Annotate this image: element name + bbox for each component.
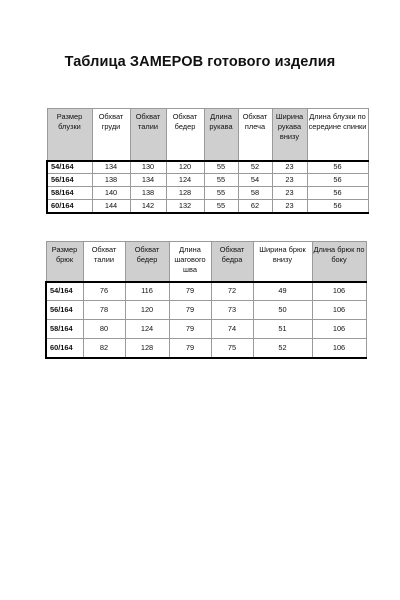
table-cell: 142: [130, 200, 166, 213]
table-cell: 128: [166, 187, 204, 200]
table-cell: 79: [169, 339, 211, 358]
table-cell: 120: [166, 161, 204, 174]
table-cell: 75: [211, 339, 253, 358]
header-sleeve-width: Ширина рукава внизу: [272, 109, 307, 161]
header-leg-width: Ширина брюк внизу: [253, 242, 312, 282]
table-cell: 106: [312, 282, 366, 301]
table-cell: 79: [169, 282, 211, 301]
table-cell: 56: [307, 187, 368, 200]
size-cell: 54/164: [46, 282, 83, 301]
header-waist: Обхват талии: [83, 242, 125, 282]
header-chest: Обхват груди: [92, 109, 130, 161]
table-cell: 144: [92, 200, 130, 213]
table-header-row: [47, 109, 368, 161]
table-cell: 74: [211, 320, 253, 339]
table-cell: 76: [83, 282, 125, 301]
table-row: [46, 320, 366, 339]
header-hips: Обхват бедер: [166, 109, 204, 161]
header-size: Размер блузки: [47, 109, 92, 161]
table-cell: 52: [238, 161, 272, 174]
header-thigh: Обхват бедра: [211, 242, 253, 282]
table-cell: 49: [253, 282, 312, 301]
table-cell: 52: [253, 339, 312, 358]
size-cell: 60/164: [46, 339, 83, 358]
table-cell: 130: [130, 161, 166, 174]
table-cell: 72: [211, 282, 253, 301]
table-cell: 79: [169, 301, 211, 320]
header-shoulder: Обхват плеча: [238, 109, 272, 161]
table-cell: 79: [169, 320, 211, 339]
table-row: [47, 161, 368, 174]
table-header-row: [46, 242, 366, 282]
table-cell: 56: [307, 200, 368, 213]
table-row: [46, 339, 366, 358]
table-cell: 138: [92, 174, 130, 187]
size-cell: 60/164: [47, 200, 92, 213]
table-cell: 134: [92, 161, 130, 174]
table-row: [47, 200, 368, 213]
header-side-length: Длина брюк по боку: [312, 242, 366, 282]
table-cell: 23: [272, 174, 307, 187]
size-cell: 56/164: [46, 301, 83, 320]
table-cell: 73: [211, 301, 253, 320]
table-cell: 54: [238, 174, 272, 187]
header-sleeve-length: Длина рукава: [204, 109, 238, 161]
page-title: Таблица ЗАМЕРОВ готового изделия: [64, 54, 336, 70]
table-cell: 50: [253, 301, 312, 320]
table-cell: 78: [83, 301, 125, 320]
table-cell: 132: [166, 200, 204, 213]
table-row: [46, 301, 366, 320]
table-cell: 51: [253, 320, 312, 339]
table-cell: 23: [272, 161, 307, 174]
table-cell: 56: [307, 174, 368, 187]
table-cell: 106: [312, 320, 366, 339]
table-cell: 106: [312, 339, 366, 358]
header-size: Размер брюк: [46, 242, 83, 282]
table-cell: 58: [238, 187, 272, 200]
table-cell: 134: [130, 174, 166, 187]
table-cell: 116: [125, 282, 169, 301]
table-cell: 55: [204, 187, 238, 200]
table-cell: 82: [83, 339, 125, 358]
header-waist: Обхват талии: [130, 109, 166, 161]
table-cell: 138: [130, 187, 166, 200]
table-cell: 128: [125, 339, 169, 358]
header-blouse-length: Длина блузки по середине спинки: [307, 109, 368, 161]
table-cell: 55: [204, 174, 238, 187]
header-inseam: Длина шагового шва: [169, 242, 211, 282]
table-cell: 62: [238, 200, 272, 213]
table-cell: 55: [204, 200, 238, 213]
header-hips: Обхват бедер: [125, 242, 169, 282]
table-cell: 124: [125, 320, 169, 339]
table-cell: 124: [166, 174, 204, 187]
table-cell: 140: [92, 187, 130, 200]
table-cell: 56: [307, 161, 368, 174]
size-cell: 54/164: [47, 161, 92, 174]
size-cell: 58/164: [46, 320, 83, 339]
table-cell: 55: [204, 161, 238, 174]
size-cell: 58/164: [47, 187, 92, 200]
table-row: [46, 282, 366, 301]
table-cell: 106: [312, 301, 366, 320]
table-cell: 80: [83, 320, 125, 339]
table-row: [47, 174, 368, 187]
table-cell: 23: [272, 200, 307, 213]
table-row: [47, 187, 368, 200]
table-cell: 23: [272, 187, 307, 200]
size-cell: 56/164: [47, 174, 92, 187]
blouse-measurements-table: [46, 108, 369, 214]
table-cell: 120: [125, 301, 169, 320]
trousers-measurements-table: [45, 241, 367, 359]
